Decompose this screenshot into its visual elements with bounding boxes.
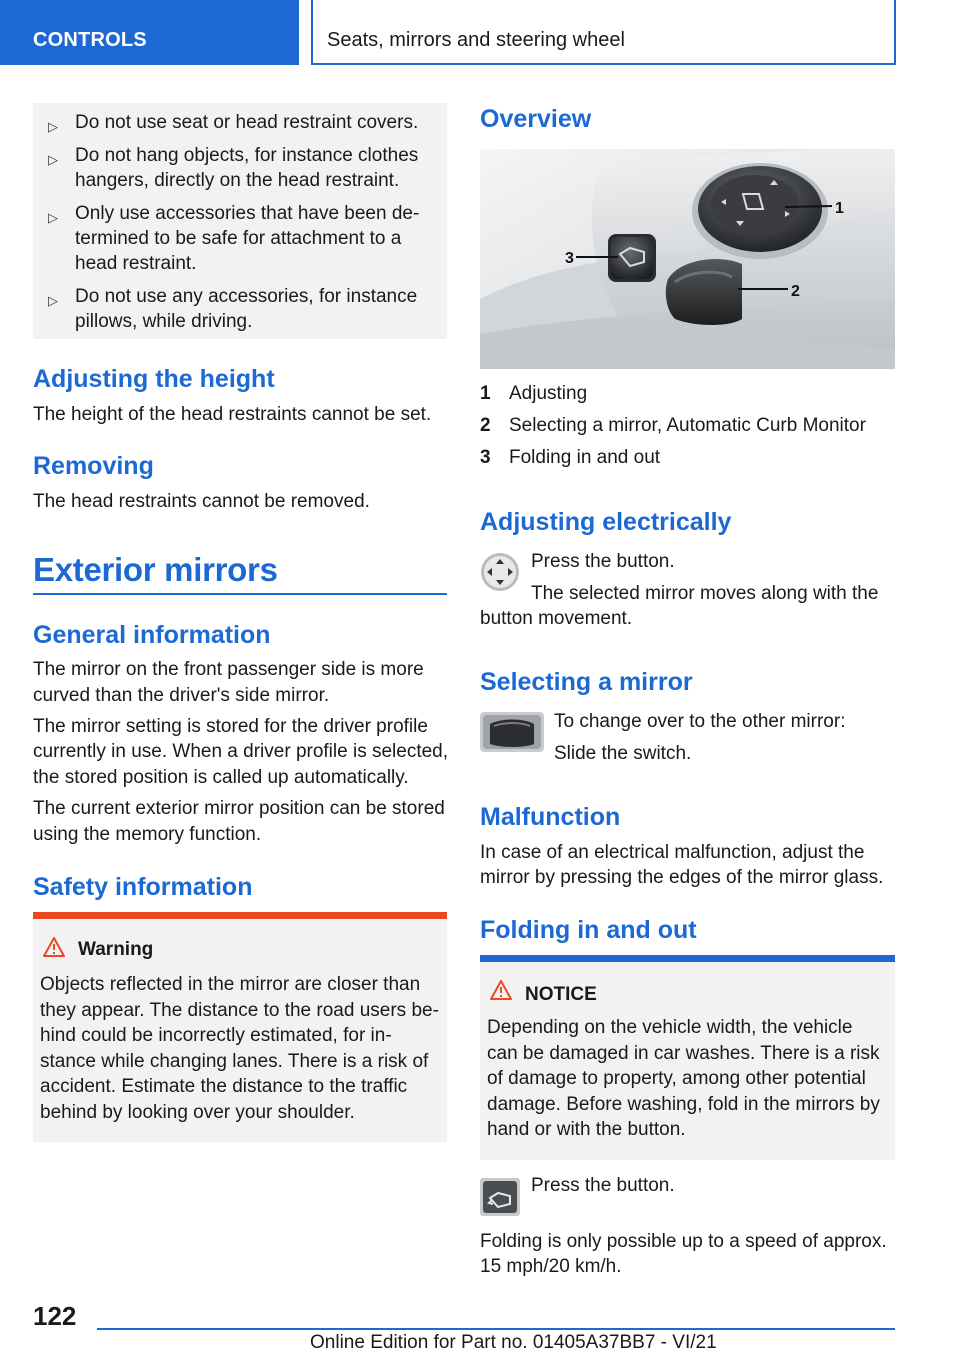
general-info-heading: General information: [33, 621, 271, 649]
warning-bar: [33, 912, 447, 919]
footer-rule: [97, 1328, 895, 1330]
selecting-mirror-heading: Selecting a mirror: [480, 668, 693, 696]
mirror-controls-drawing: [480, 149, 895, 369]
warning-label: Warning: [78, 939, 154, 960]
warning-line: accident. Estimate the distance to the traffic: [40, 1076, 408, 1097]
list-item: 1 Adjusting: [480, 383, 588, 404]
bullet-triangle-icon: ▷: [48, 210, 58, 225]
general-info-p3-l2: using the memory function.: [33, 824, 262, 845]
warning-line: hind could be incorrectly estimated, for in-: [40, 1025, 392, 1046]
general-info-p3-l1: The current exterior mirror position can be stored: [33, 798, 445, 819]
edition-text: Online Edition for Part no. 01405A37BB7 - VI/21: [310, 1332, 717, 1353]
chapter-header: [311, 0, 896, 65]
notice-label: NOTICE: [525, 984, 597, 1005]
warning-triangle-icon: [490, 980, 512, 1000]
notice-box: [480, 962, 895, 1160]
warning-line: they appear. The distance to the road users be-: [40, 1000, 439, 1021]
warning-triangle-icon: [43, 937, 65, 957]
adjusting-electrically-l1: Press the button.: [531, 551, 675, 572]
adjusting-electrically-l3: button movement.: [480, 608, 633, 629]
warning-line: stance while changing lanes. There is a risk of: [40, 1051, 429, 1072]
mirror-select-switch-icon: [480, 712, 544, 752]
malfunction-l1: In case of an electrical malfunction, adjust the: [480, 842, 865, 863]
mirror-adjust-button-icon: [480, 552, 520, 592]
head-restraint-bullet-box: [33, 103, 447, 339]
warning-line: behind by looking over your shoulder.: [40, 1102, 355, 1123]
malfunction-heading: Malfunction: [480, 803, 621, 831]
bullet-triangle-icon: ▷: [48, 119, 58, 134]
list-item: ▷ Do not hang objects, for instance clothes hangers, directly on the head restraint.: [48, 145, 419, 191]
bullet-triangle-icon: ▷: [48, 152, 58, 167]
folding-heading: Folding in and out: [480, 916, 697, 944]
chapter-title: Seats, mirrors and steering wheel: [327, 29, 625, 51]
selecting-mirror-l1: To change over to the other mirror:: [554, 711, 846, 732]
adjusting-electrically-l2: The selected mirror moves along with the: [531, 583, 879, 604]
notice-line: can be damaged in car washes. There is a risk: [487, 1043, 880, 1064]
list-item: ▷ Do not use seat or head restraint covers.: [48, 110, 435, 135]
notice-bar: [480, 955, 895, 962]
folding-l2: 15 mph/20 km/h.: [480, 1256, 622, 1277]
folding-l1: Folding is only possible up to a speed of approx.: [480, 1231, 887, 1252]
mirror-fold-button-icon: [480, 1178, 520, 1216]
notice-line: of damage to property, among other potential: [487, 1068, 866, 1089]
warning-line: Objects reflected in the mirror are closer than: [40, 974, 421, 995]
list-item: 2 Selecting a mirror, Automatic Curb Monitor: [480, 415, 866, 436]
general-info-p1-l2: curved than the driver's side mirror.: [33, 685, 330, 706]
section-tab: [0, 0, 299, 65]
list-item: ▷ Only use accessories that have been de- termined to be safe for attachment to a head restraint.: [48, 203, 420, 274]
malfunction-l2: mirror by pressing the edges of the mirror glass.: [480, 867, 884, 888]
adjusting-height-heading: Adjusting the height: [33, 365, 275, 393]
overview-heading: Overview: [480, 105, 592, 133]
warning-box: [33, 919, 447, 1142]
page-number: 122: [33, 1301, 77, 1331]
general-info-p2-l2: currently in use. When a driver profile is selected,: [33, 741, 449, 762]
list-item: 3 Folding in and out: [480, 447, 661, 468]
general-info-p2-l1: The mirror setting is stored for the driver profile: [33, 716, 428, 737]
adjusting-electrically-heading: Adjusting electrically: [480, 508, 732, 536]
general-info-p1-l1: The mirror on the front passenger side is more: [33, 659, 424, 680]
callout-2: 2: [791, 283, 800, 300]
folding-press: Press the button.: [531, 1175, 675, 1196]
list-item: ▷ Do not use any accessories, for instance pillows, while driving.: [48, 286, 418, 332]
safety-info-heading: Safety information: [33, 873, 253, 901]
general-info-p2-l3: the stored position is called up automatically.: [33, 767, 409, 788]
exterior-mirrors-heading: Exterior mirrors: [33, 551, 278, 588]
notice-line: Depending on the vehicle width, the vehicle: [487, 1017, 853, 1038]
section-label: CONTROLS: [33, 29, 147, 51]
heading-rule: [33, 593, 447, 595]
adjusting-height-text: The height of the head restraints cannot be set.: [33, 404, 432, 425]
removing-heading: Removing: [33, 452, 154, 480]
selecting-mirror-l2: Slide the switch.: [554, 743, 692, 764]
callout-1: 1: [835, 200, 844, 217]
bullet-triangle-icon: ▷: [48, 293, 58, 308]
overview-legend: [480, 381, 895, 477]
removing-text: The head restraints cannot be removed.: [33, 491, 370, 512]
notice-line: hand or with the button.: [487, 1119, 686, 1140]
callout-3: 3: [565, 250, 574, 267]
bullet-list: [33, 103, 447, 334]
notice-line: damage. Before washing, fold in the mirrors by: [487, 1094, 880, 1115]
mirror-controls-illustration: [480, 149, 895, 369]
